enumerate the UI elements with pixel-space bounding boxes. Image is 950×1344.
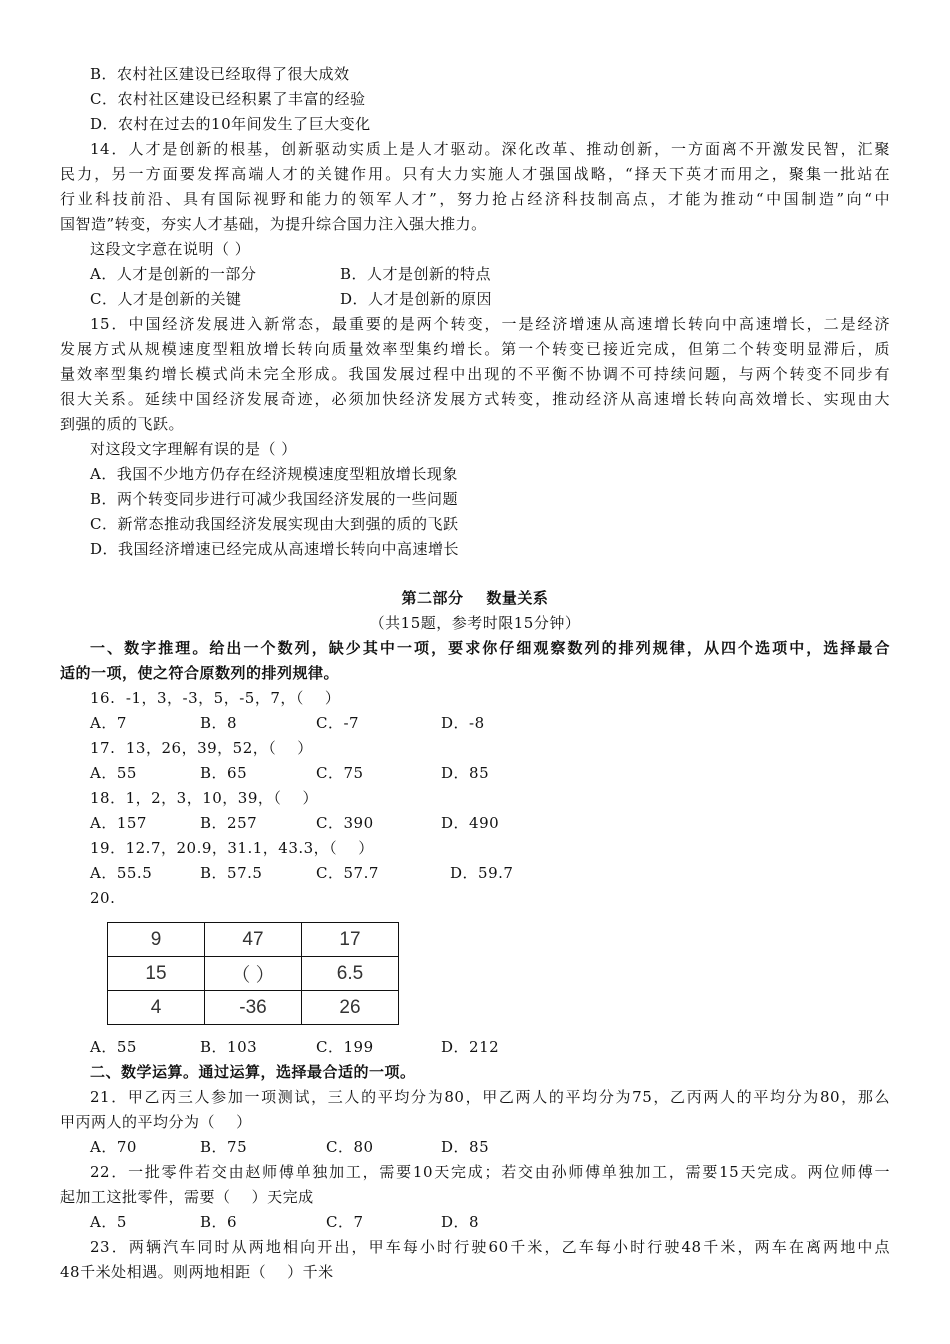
grid-row <box>108 991 399 1025</box>
section-heading-line: 一、数字推理。给出一个数列，缺少其中一项，要求你仔细观察数列的排列规律，从四个选项中，选择最合 <box>90 639 890 657</box>
q20-option-d: D．212 <box>441 1038 500 1056</box>
q22-option-d: D．8 <box>441 1213 480 1231</box>
q20-option-c: C．199 <box>316 1038 374 1056</box>
q16-stem: 16. -1，3，-3，5，-5，7，（ ） <box>90 689 341 707</box>
q18-option-d: D．490 <box>441 814 500 832</box>
prev-option-b: B．农村社区建设已经取得了很大成效 <box>90 65 350 83</box>
grid-cell: 47 <box>205 923 302 957</box>
q22-option-c: C．7 <box>326 1213 364 1231</box>
q19-option-b: B．57.5 <box>200 864 263 882</box>
q17-option-a: A．55 <box>90 764 137 782</box>
q23-text-line: 23．两辆汽车同时从两地相向开出，甲车每小时行驶60千米，乙车每小时行驶48千米，两车在离两地中点 <box>90 1238 890 1256</box>
q15-prompt: 对这段文字理解有误的是（ ） <box>90 440 297 458</box>
part-title: 第二部分 数量关系 <box>401 589 549 607</box>
q22-option-a: A．5 <box>90 1213 127 1231</box>
q15-option-d: D．我国经济增速已经完成从高速增长转向中高速增长 <box>90 540 460 558</box>
q18-stem: 18．1，2，3，10，39，（ ） <box>90 789 318 807</box>
q16-option-d: D．-8 <box>441 714 485 732</box>
q15-text-line: 发展方式从规模速度型粗放增长转向质量效率型集约增长。第一个转变已接近完成，但第二个转变明显滞后，质 <box>60 340 890 358</box>
q14-option-d: D．人才是创新的原因 <box>340 290 493 308</box>
q21-text-line: 甲丙两人的平均分为（ ） <box>60 1113 252 1131</box>
grid-cell: -36 <box>205 991 302 1025</box>
q19-option-d: D．59.7 <box>450 864 514 882</box>
q15-text-line: 量效率型集约增长模式尚未完全形成。我国发展过程中出现的不平衡不协调不可持续问题，与两个转变不同步有 <box>60 365 890 383</box>
q20-option-b: B．103 <box>200 1038 258 1056</box>
q14-prompt: 这段文字意在说明（ ） <box>90 240 251 258</box>
grid-cell: 17 <box>302 923 399 957</box>
q15-text-line: 15．中国经济发展进入新常态，最重要的是两个转变，一是经济增速从高速增长转向中高速增长，二是经济 <box>90 315 890 333</box>
q14-text-line: 14．人才是创新的根基，创新驱动实质上是人才驱动。深化改革、推动创新，一方面离不开激发民智，汇聚 <box>90 140 890 158</box>
q15-text-line: 到强的质的飞跃。 <box>60 415 185 433</box>
q17-option-c: C．75 <box>316 764 364 782</box>
q19-option-c: C．57.7 <box>316 864 379 882</box>
grid-cell: 26 <box>302 991 399 1025</box>
q22-text-line: 起加工这批零件，需要（ ）天完成 <box>60 1188 314 1206</box>
q17-option-d: D．85 <box>441 764 490 782</box>
q21-option-c: C．80 <box>326 1138 374 1156</box>
q21-option-b: B．75 <box>200 1138 248 1156</box>
grid-cell: 4 <box>108 991 205 1025</box>
grid-row <box>108 923 399 957</box>
q17-option-b: B．65 <box>200 764 248 782</box>
q14-text-line: 民力，另一方面要发挥高端人才的关键作用。只有大力实施人才强国战略，“择天下英才而用之，聚集一批站在 <box>60 165 890 183</box>
prev-option-c: C．农村社区建设已经积累了丰富的经验 <box>90 90 366 108</box>
q15-option-a: A．我国不少地方仍存在经济规模速度型粗放增长现象 <box>90 465 458 483</box>
q14-option-c: C．人才是创新的关键 <box>90 290 242 308</box>
q15-text-line: 很大关系。延续中国经济发展奇迹，必须加快经济发展方式转变，推动经济从高速增长转向高效增长、实现由大 <box>60 390 890 408</box>
q22-text-line: 22．一批零件若交由赵师傅单独加工，需要10天完成；若交由孙师傅单独加工，需要15天完成。两位师傅一 <box>90 1163 890 1181</box>
q21-text-line: 21．甲乙丙三人参加一项测试，三人的平均分为80，甲乙两人的平均分为75，乙丙两人的平均分为80，那么 <box>90 1088 890 1106</box>
q18-option-a: A．157 <box>90 814 147 832</box>
q20-stem: 20. <box>90 889 116 907</box>
grid-cell: 6.5 <box>302 957 399 991</box>
grid-cell: 9 <box>108 923 205 957</box>
grid-row <box>108 957 399 991</box>
q22-option-b: B．6 <box>200 1213 238 1231</box>
q16-option-c: C．-7 <box>316 714 360 732</box>
q21-option-a: A．70 <box>90 1138 137 1156</box>
q18-option-b: B．257 <box>200 814 258 832</box>
q15-option-b: B．两个转变同步进行可减少我国经济发展的一些问题 <box>90 490 459 508</box>
grid-cell-missing: （ ） <box>205 957 302 991</box>
q20-option-a: A．55 <box>90 1038 137 1056</box>
q14-option-b: B．人才是创新的特点 <box>340 265 492 283</box>
q20-number-grid <box>107 922 399 1025</box>
q21-option-d: D．85 <box>441 1138 490 1156</box>
q16-option-a: A．7 <box>90 714 127 732</box>
q15-option-c: C．新常态推动我国经济发展实现由大到强的质的飞跃 <box>90 515 459 533</box>
q14-text-line: 行业科技前沿、具有国际视野和能力的领军人才”，努力抢占经济科技制高点，才能为推动“中国制造”向“中 <box>60 190 890 208</box>
q16-option-b: B．8 <box>200 714 238 732</box>
grid-cell: 15 <box>108 957 205 991</box>
q14-text-line: 国智造”转变，夯实人才基础，为提升综合国力注入强大推力。 <box>60 215 487 233</box>
section-heading-line: 适的一项，使之符合原数列的排列规律。 <box>60 664 340 682</box>
q17-stem: 17. 13，26，39，52，（ ） <box>90 739 313 757</box>
part-subtitle: （共15题，参考时限15分钟） <box>369 614 581 632</box>
q14-option-a: A．人才是创新的一部分 <box>90 265 257 283</box>
section-heading: 二、数学运算。通过运算，选择最合适的一项。 <box>90 1063 416 1081</box>
q18-option-c: C．390 <box>316 814 374 832</box>
q23-text-line: 48千米处相遇。则两地相距（ ）千米 <box>60 1263 334 1281</box>
q19-stem: 19．12.7，20.9，31.1，43.3，（ ） <box>90 839 374 857</box>
q19-option-a: A．55.5 <box>90 864 153 882</box>
prev-option-d: D．农村在过去的10年间发生了巨大变化 <box>90 115 371 133</box>
